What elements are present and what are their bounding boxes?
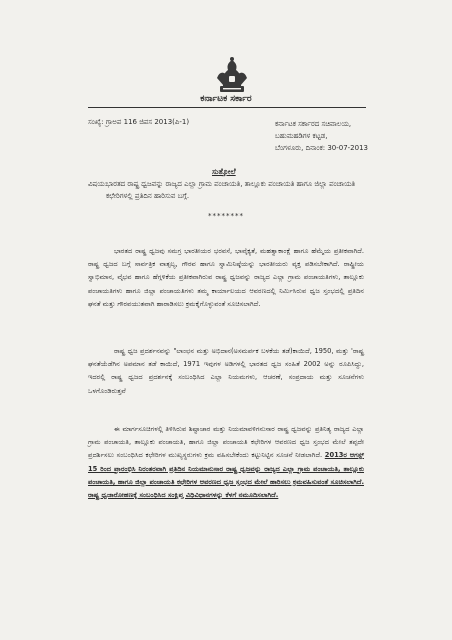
state-emblem-icon: [214, 56, 250, 96]
reference-number: ಸಂಖ್ಯೆ: ಗ್ರಾಅಪ 116 ಜಿಪಸ 2013(ಪಿ-1): [88, 118, 190, 126]
subject-label: ವಿಷಯ:: [88, 180, 108, 188]
document-type: ಸುತ್ತೋಲೆ: [212, 167, 236, 176]
body-paragraph: ರಾಷ್ಟ್ರ ಧ್ವಜ ಪ್ರದರ್ಶನವನ್ನು "ಲಾಂಛನ ಮತ್ತು ಅಭಿದಾನ(ಅಸಮರ್ಪಕ ಬಳಕೆಯ ತಡೆ)ಕಾಯಿದೆ, 1950, ಮತ್ತು 'ರಾಷ್ಟ್ರ ಘನತೆಯೆಡೆಗಿನ ಅಪಮಾನ ತಡೆ ಕಾಯಿದೆ, 1971 ಇವುಗಳ ಅಡಿಗಳಲ್ಲಿ ಭಾರತದ ಧ್ವಜ ಸಂಹಿತೆ 2002 ಅನ್ನು ರೂಪಿಸಿದ್ದು, ಇದರಲ್ಲಿ ರಾಷ್ಟ್ರ ಧ್ವಜದ ಪ್ರದರ್ಶನಕ್ಕೆ ಸಂಬಂಧಿಸಿದ ಎಲ್ಲಾ ನಿಯಮಗಳು, ಆಚರಣೆ, ಸಂಪ್ರದಾಯ ಮತ್ತು ಸೂಚನೆಗಳು ಒಳಗೊಂಡಿರುತ್ತವೆ: [88, 347, 364, 395]
government-title: ಕರ್ನಾಟಕ ಸರ್ಕಾರ: [200, 94, 252, 104]
date-line: ಬೆಂಗಳೂರು, ದಿನಾಂಕ: 30-07-2013: [275, 144, 368, 152]
closing-text: ರಾಷ್ಟ್ರ ಧ್ವಜಾರೋಹಣಕ್ಕೆ ಸಂಬಂಧಿಸಿದ ಸಂಕ್ಷಿಪ್ತ ವಿಧಿವಿಧಾನಗಳನ್ನು ಕೆಳಗೆ ನಮೂದಿಸಲಾಗಿದೆ.: [88, 491, 279, 500]
address-line: ಕರ್ನಾಟಕ ಸರ್ಕಾರದ ಸಚಿವಾಲಯ,: [275, 120, 352, 128]
subject-block: [88, 178, 356, 202]
header-rule: [88, 107, 366, 108]
subject-text: ಭಾರತದ ರಾಷ್ಟ್ರ ಧ್ವಜವನ್ನು ರಾಜ್ಯದ ಎಲ್ಲಾ ಗ್ರಾಮ ಪಂಚಾಯತಿ, ತಾಲ್ಲೂಕು ಪಂಚಾಯತಿ ಹಾಗೂ ಜಿಲ್ಲಾ ಪಂಚಾಯತಿ ಕಛೇರಿಗಳಲ್ಲಿ ಪ್ರತಿದಿನ ಹಾರಿಸುವ ಬಗ್ಗೆ.: [106, 180, 356, 200]
office-address: [275, 118, 368, 154]
address-line: ಬಹುಮಹಡಿಗಳ ಕಟ್ಟಡ,: [275, 132, 328, 140]
emphasis-text: 2013ರ ಆಗಸ್ಟ್ 15 ರಿಂದ ಪ್ರಾರಂಭಿಸಿ ನಿರಂತರವಾಗಿ ಪ್ರತಿದಿನ ನಿಯಮಾನುಸಾರ ರಾಷ್ಟ್ರ ಧ್ವಜವನ್ನು ರಾಜ್ಯದ ಎಲ್ಲಾ ಗ್ರಾಮ ಪಂಚಾಯತಿ, ತಾಲ್ಲೂಕು ಪಂಚಾಯತಿ, ಹಾಗೂ ಜಿಲ್ಲಾ ಪಂಚಾಯತಿ ಕಛೇರಿಗಳ ಆವರಣದ ಧ್ವಜ ಸ್ತಂಭದ ಮೇಲೆ ಹಾರಿಸಲು ಕ್ರಮವಹಿಸುವಂತೆ ಸೂಚಿಸಲಾಗಿದೆ.: [88, 451, 364, 486]
paragraph-text: ಈ ಮಾರ್ಗಸೂಚಿಗಳಲ್ಲಿ ತಿಳಿಸಿರುವ ಶಿಷ್ಟಾಚಾರ ಮತ್ತು ನಿಯಮಾವಳಿಗನುಸಾರ ರಾಷ್ಟ್ರ ಧ್ವಜವನ್ನು ಪ್ರತಿನಿತ್ಯ ರಾಜ್ಯದ ಎಲ್ಲಾ ಗ್ರಾಮ ಪಂಚಾಯತಿ, ತಾಲ್ಲೂಕು ಪಂಚಾಯತಿ, ಹಾಗೂ ಜಿಲ್ಲಾ ಪಂಚಾಯತಿ ಕಛೇರಿಗಳ ಆವರಣದ ಧ್ವಜ ಸ್ತಂಭದ ಮೇಲೆ ತಪ್ಪದೇ ಪ್ರದರ್ಶಿಸಲು ಸಂಬಂಧಿಸಿದ ಕಛೇರಿಗಳ ಮುಖ್ಯಸ್ಥರುಗಳು ಕ್ರಮ ವಹಿಸಬೇಕೆಂದು ಕಟ್ಟುನಿಟ್ಟಿನ ಸೂಚನೆ ನೀಡಲಾಗಿದೆ.: [88, 425, 364, 460]
body-paragraph: [88, 423, 364, 502]
separator: ********: [208, 212, 244, 220]
body-paragraph: ಭಾರತದ ರಾಷ್ಟ್ರ ಧ್ವಜವು ಸಮಗ್ರ ಭಾರತೀಯರ ಭರವಸೆ, ಭಾವೈಕ್ಯತೆ, ಮಹತ್ವಾಕಾಂಕ್ಷೆ ಹಾಗೂ ಹೆಮ್ಮೆಯ ಪ್ರತೀಕವಾಗಿದೆ. ರಾಷ್ಟ್ರ ಧ್ವಜದ ಬಗ್ಗೆ ಸಾರ್ವತ್ರಿಕ ವಾತ್ಸಲ್ಯ, ಗೌರವ ಹಾಗೂ ಸ್ವಾಮಿನಿಷ್ಠೆಯನ್ನು ಭಾರತೀಯರು ವ್ಯಕ್ತ ಪಡಿಸಬೇಕಾಗಿದೆ. ರಾಷ್ಟ್ರೀಯ ಸ್ವಾಭಿಮಾನ, ವೈಭವ ಹಾಗೂ ಹೆಗ್ಗಳಿಕೆಯ ಪ್ರತೀಕವಾಗಿರುವ ರಾಷ್ಟ್ರ ಧ್ವಜವನ್ನು ರಾಜ್ಯದ ಎಲ್ಲಾ ಗ್ರಾಮ ಪಂಚಾಯತಿಗಳು, ತಾಲ್ಲೂಕು ಪಂಚಾಯತಿಗಳು ಹಾಗೂ ಜಿಲ್ಲಾ ಪಂಚಾಯತಿಗಳು ತಮ್ಮ ಕಾರ್ಯಾಲಯದ ಆವರಣದಲ್ಲಿ ನಿರ್ಮಿಸಿರುವ ಧ್ವಜ ಸ್ತಂಭದಲ್ಲಿ ಪ್ರತಿದಿನ ಘನತೆ ಮತ್ತು ಗೌರವಯುತವಾಗಿ ಹಾರಾಡಿಸಲು ಕ್ರಮಕೈಗೊಳ್ಳುವಂತೆ ಸೂಚಿಸಲಾಗಿದೆ.: [88, 247, 364, 308]
